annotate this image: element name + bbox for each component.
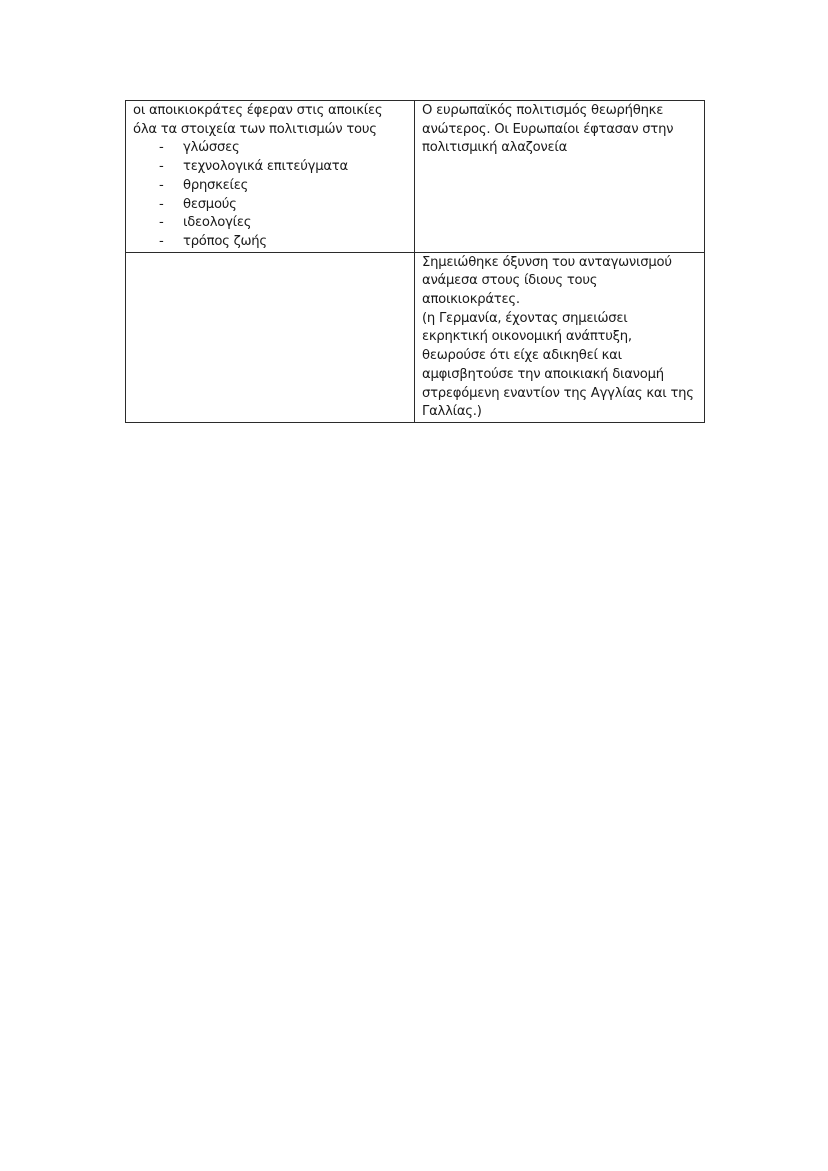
cell-text-line: όλα τα στοιχεία των πολιτισμών τους	[133, 121, 377, 137]
list-item-text: τεχνολογικά επιτεύγματα	[183, 159, 348, 175]
cell-text-line: ανώτερος. Οι Ευρωπαίοι έφτασαν στην	[422, 121, 674, 137]
cell-text-line: Ο ευρωπαϊκός πολιτισμός θεωρήθηκε	[422, 103, 664, 118]
cell-text-line: (η Γερμανία, έχοντας σημειώσει	[422, 310, 628, 326]
cell-text-line: στρεφόμενη εναντίον της Αγγλίας και της	[422, 385, 694, 401]
cell-text-line: ανάμεσα στους ίδιους τους	[422, 273, 598, 289]
dash-bullet-icon: -	[159, 177, 164, 193]
cell-text-line: οι αποικιοκράτες έφεραν στις αποικίες	[133, 103, 383, 118]
culture-elements-list	[133, 139, 408, 251]
list-item	[133, 158, 408, 177]
list-item-text: θεσμούς	[183, 196, 237, 212]
dash-bullet-icon: -	[159, 159, 164, 175]
dash-bullet-icon: -	[159, 140, 164, 156]
list-item	[133, 177, 408, 196]
cell-european-superiority	[415, 101, 705, 253]
notes-table	[125, 100, 705, 423]
list-item-text: ιδεολογίες	[183, 215, 252, 231]
cell-text-line: Σημειώθηκε όξυνση του ανταγωνισμού	[422, 254, 672, 270]
dash-bullet-icon: -	[159, 233, 164, 249]
cell-text-line: εκρηκτική οικονομική ανάπτυξη,	[422, 329, 632, 345]
cell-empty	[126, 252, 415, 422]
cell-text-line: Γαλλίας.)	[422, 404, 482, 420]
dash-bullet-icon: -	[159, 215, 164, 231]
list-item	[133, 214, 408, 233]
list-item	[133, 233, 408, 252]
cell-text-line: αποικιοκράτες.	[422, 292, 520, 308]
cell-colonial-rivalry	[415, 252, 705, 422]
list-item-text: γλώσσες	[183, 140, 240, 156]
list-item-text: τρόπος ζωής	[183, 233, 267, 249]
list-item-text: θρησκείες	[183, 177, 249, 193]
table-row	[126, 252, 705, 422]
list-item	[133, 139, 408, 158]
cell-text-line: αμφισβητούσε την αποικιακή διανομή	[422, 366, 664, 382]
table-row	[126, 101, 705, 253]
list-item	[133, 196, 408, 215]
cell-text-line: θεωρούσε ότι είχε αδικηθεί και	[422, 348, 622, 364]
dash-bullet-icon: -	[159, 196, 164, 212]
cell-text-line: πολιτισμική αλαζονεία	[422, 140, 568, 156]
cell-colonizers-brought-culture	[126, 101, 415, 253]
